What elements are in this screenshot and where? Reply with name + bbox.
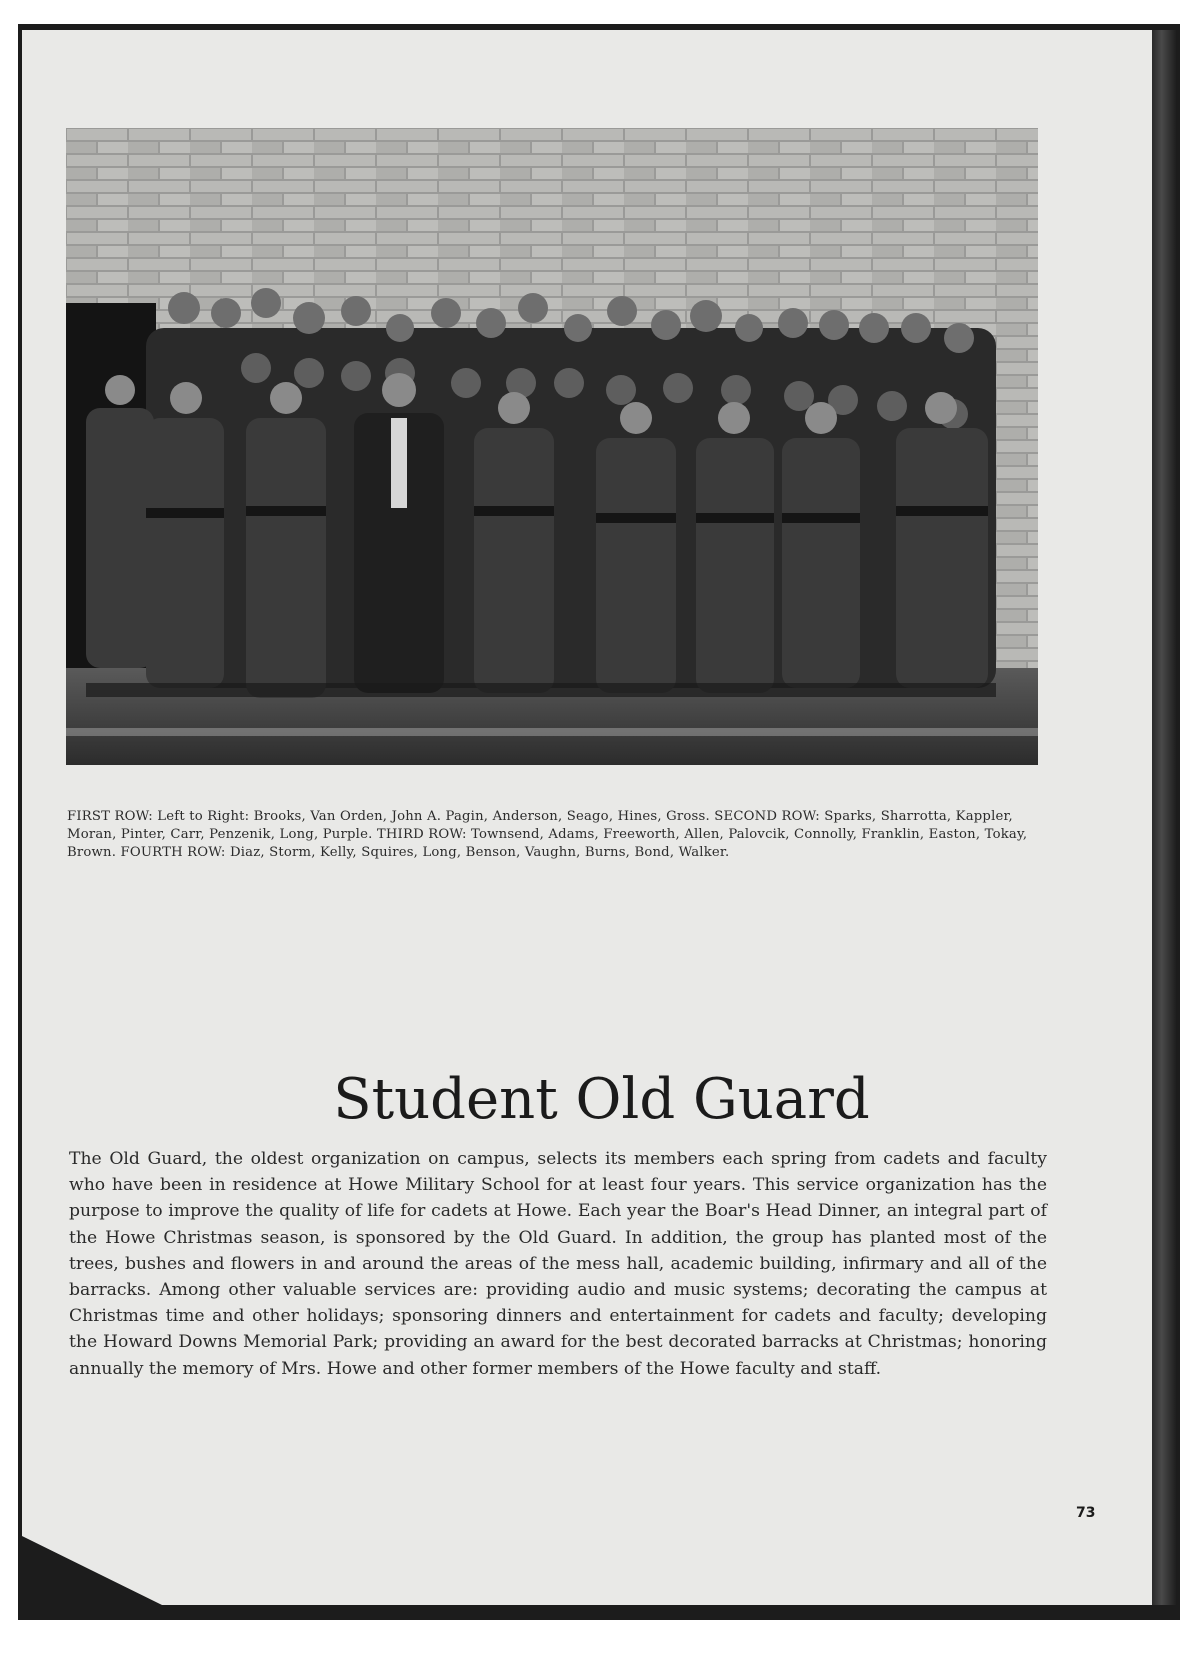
page-title: Student Old Guard [333, 1067, 870, 1132]
page-binding-edge [1152, 30, 1176, 1605]
folded-corner [22, 1536, 162, 1605]
page-number: 73 [1076, 1505, 1096, 1521]
group-photo [66, 128, 1038, 765]
body-paragraph: The Old Guard, the oldest organization on campus, selects its members each spring from cadets and faculty who have been in residence at Howe Military School for at least four years. This service organization has the purpose to improve the quality of life for cadets at Howe. Each year the Boar's Head Dinner, an integral part of the Howe Christmas season, is sponsored by the Old Guard. In addition, the group has planted most of the trees, bushes and flowers in and around the areas of the mess hall, academic building, infirmary and all of the barracks. Among other valuable services are: providing audio and music systems; decorating the campus at Christmas time and other holidays; sponsoring dinners and entertainment for cadets and faculty; developing the Howard Downs Memorial Park; providing an award for the best decorated barracks at Christmas; honoring annually the memory of Mrs. Howe and other former members of the Howe faculty and staff. [69, 1149, 1047, 1379]
group-photo-illustration [66, 128, 1038, 765]
photo-caption: FIRST ROW: Left to Right: Brooks, Van Orden, John A. Pagin, Anderson, Seago, Hines, Gross. SECOND ROW: Sparks, Sharrotta, Kappler, Moran, Pinter, Carr, Penzenik, Long, Purple. THIRD ROW: Townsend, Adams, Freeworth, Allen, Palovcik, Connolly, Franklin, Easton, Tokay, Brown. FOURTH ROW: Diaz, Storm, Kelly, Squires, Long, Benson, Vaughn, Burns, Bond, Walker. [67, 809, 1028, 860]
